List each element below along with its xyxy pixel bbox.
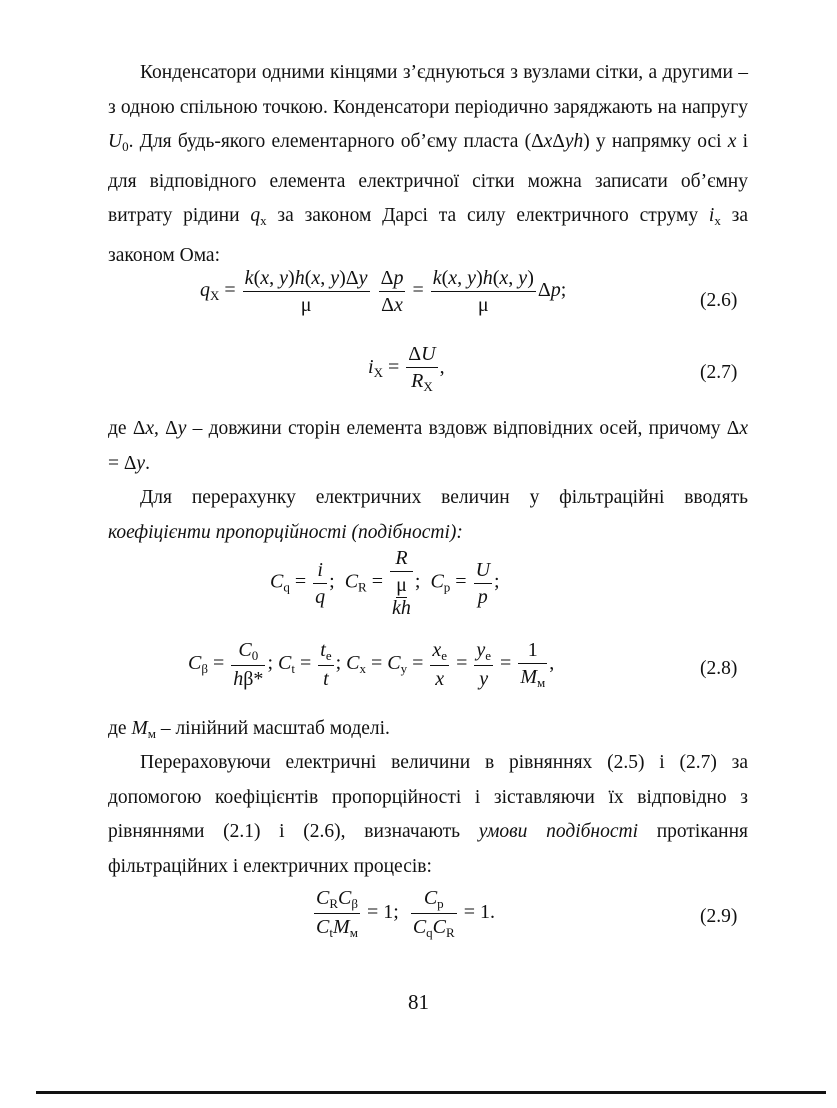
equation-2-9: $\frac{C_RC_\beta}{C_tM_м}$ = 1; $\frac{C_p}{C_qC_R}$ = 1. <box>316 887 495 940</box>
equation-number-2-7: (2.7) <box>700 362 738 383</box>
paragraph-5: Перераховуючи електричні величини в рівняннях (2.5) і (2.7) за допомогою коефіцієнтів пропорційності і зіставляючи їх відповідно з рівняннями (2.1) і (2.6), визначають умови подібності протікання фільтраційних і електричних процесів: <box>108 752 749 877</box>
equation-2-6: $q_X$ = $\frac{k(x, y)h(x, y)\Delta y}{\mu}$ $\frac{\Delta p}{\Delta x}$ = $\frac{k(x, y)h(x, y)}{\mu}$ Δp; <box>200 267 567 316</box>
equation-number-2-6: (2.6) <box>700 290 738 311</box>
page-number: 81 <box>408 990 429 1014</box>
paragraph-3: Для перерахунку електричних величин у фільтраційні вводять коефіцієнти пропорційності (подібності): <box>108 487 748 543</box>
paragraph-1: Конденсатори одними кінцями з’єднуються з вузлами сітки, а другими – з одною спільною точкою. Конденсатори періодично заряджають на напругу $U_0$. Для будь-якого елементарного об’єму пласта (ΔxΔyh) у напрямку осі x і для відповідного елемента електричної сітки можна записати об’ємну витрату рідини $q_x$ за законом Дарсі та силу електричного струму $i_x$ за законом Ома: <box>108 62 749 266</box>
bottom-rule <box>36 1091 826 1094</box>
equation-number-2-9: (2.9) <box>700 906 738 927</box>
equation-number-2-8: (2.8) <box>700 658 738 679</box>
paragraph-4: де $M_м$ – лінійний масштаб моделі. <box>108 718 390 741</box>
equation-coefficients-1: $C_q$ = $\frac{i}{q}$ ; $C_R$ = R μ kh ; $C_p$ = $\frac{U}{p}$ ; <box>270 547 500 619</box>
paragraph-2: де Δx, Δy – довжини сторін елемента вздовж відповідних осей, причому Δx = Δy. <box>108 418 748 474</box>
equation-2-8: $C_\beta$ = $\frac{C_0}{h\beta*}$ ; $C_t$ = $\frac{t_e}{t}$ ; $C_x = C_y$ = $\frac{x_e}{x}$ = $\frac{y_e}{y}$ = $\frac{1}{M_м}$ , <box>188 639 555 690</box>
equation-2-7: $i_X$ = $\frac{\Delta U}{R_X}$ , <box>368 343 445 394</box>
